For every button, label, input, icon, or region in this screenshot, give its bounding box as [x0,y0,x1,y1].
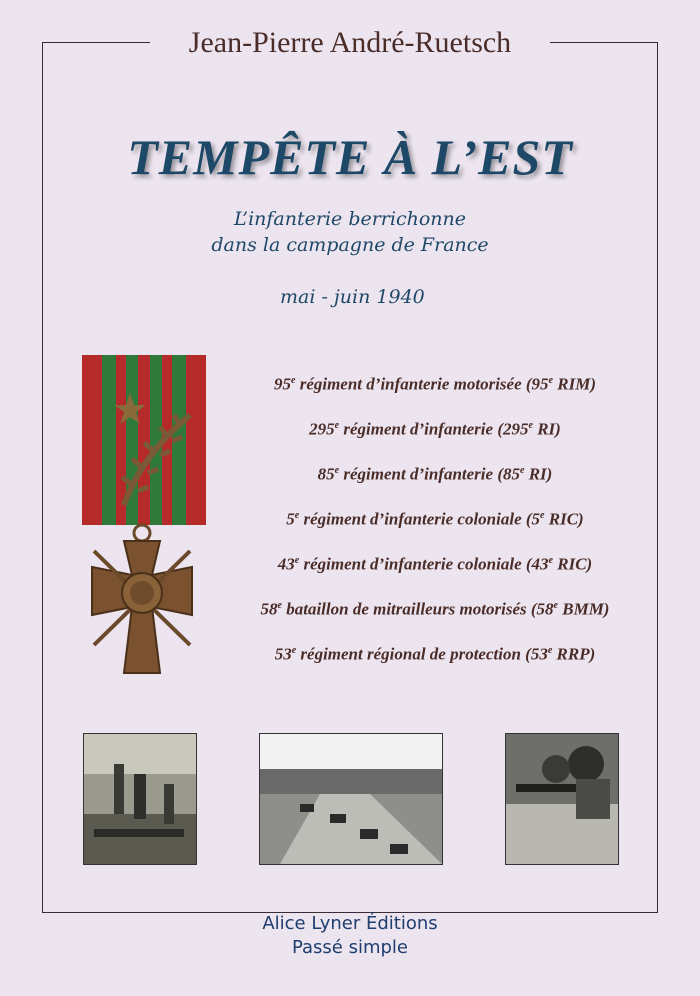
regiment-list [220,370,650,685]
photo-military-convoy [259,733,443,865]
croix-de-guerre-medal-image [72,355,212,685]
regiment-item: 43e régiment d’infanterie coloniale (43e RIC) [277,554,593,574]
subtitle-line-2: dans la campagne de France [211,234,489,256]
book-subtitle [0,206,700,258]
campaign-dates: mai - juin 1940 [280,286,425,308]
publisher-name: Alice Lyner Éditions [262,913,438,934]
regiment-item: 58e bataillon de mitrailleurs motorisés (58e BMM) [260,599,610,619]
regiment-item: 53e régiment régional de protection (53e RRP) [274,644,596,664]
publisher [0,912,700,960]
regiment-item: 295e régiment d’infanterie (295e RI) [309,419,561,439]
book-title: TEMPÊTE À L’EST [127,129,573,185]
collection-name: Passé simple [291,937,409,958]
regiment-item: 95e régiment d’infanterie motorisée (95e RIM) [274,374,596,394]
regiment-item: 5e régiment d’infanterie coloniale (5e RIC) [286,509,584,529]
subtitle-line-1: L’infanterie berrichonne [233,208,467,230]
regiment-item: 85e régiment d’infanterie (85e RI) [317,464,553,484]
photo-machine-gunners [505,733,619,865]
author-name: Jean-Pierre André-Ruetsch [150,24,550,62]
photo-soldiers-trench [83,733,197,865]
